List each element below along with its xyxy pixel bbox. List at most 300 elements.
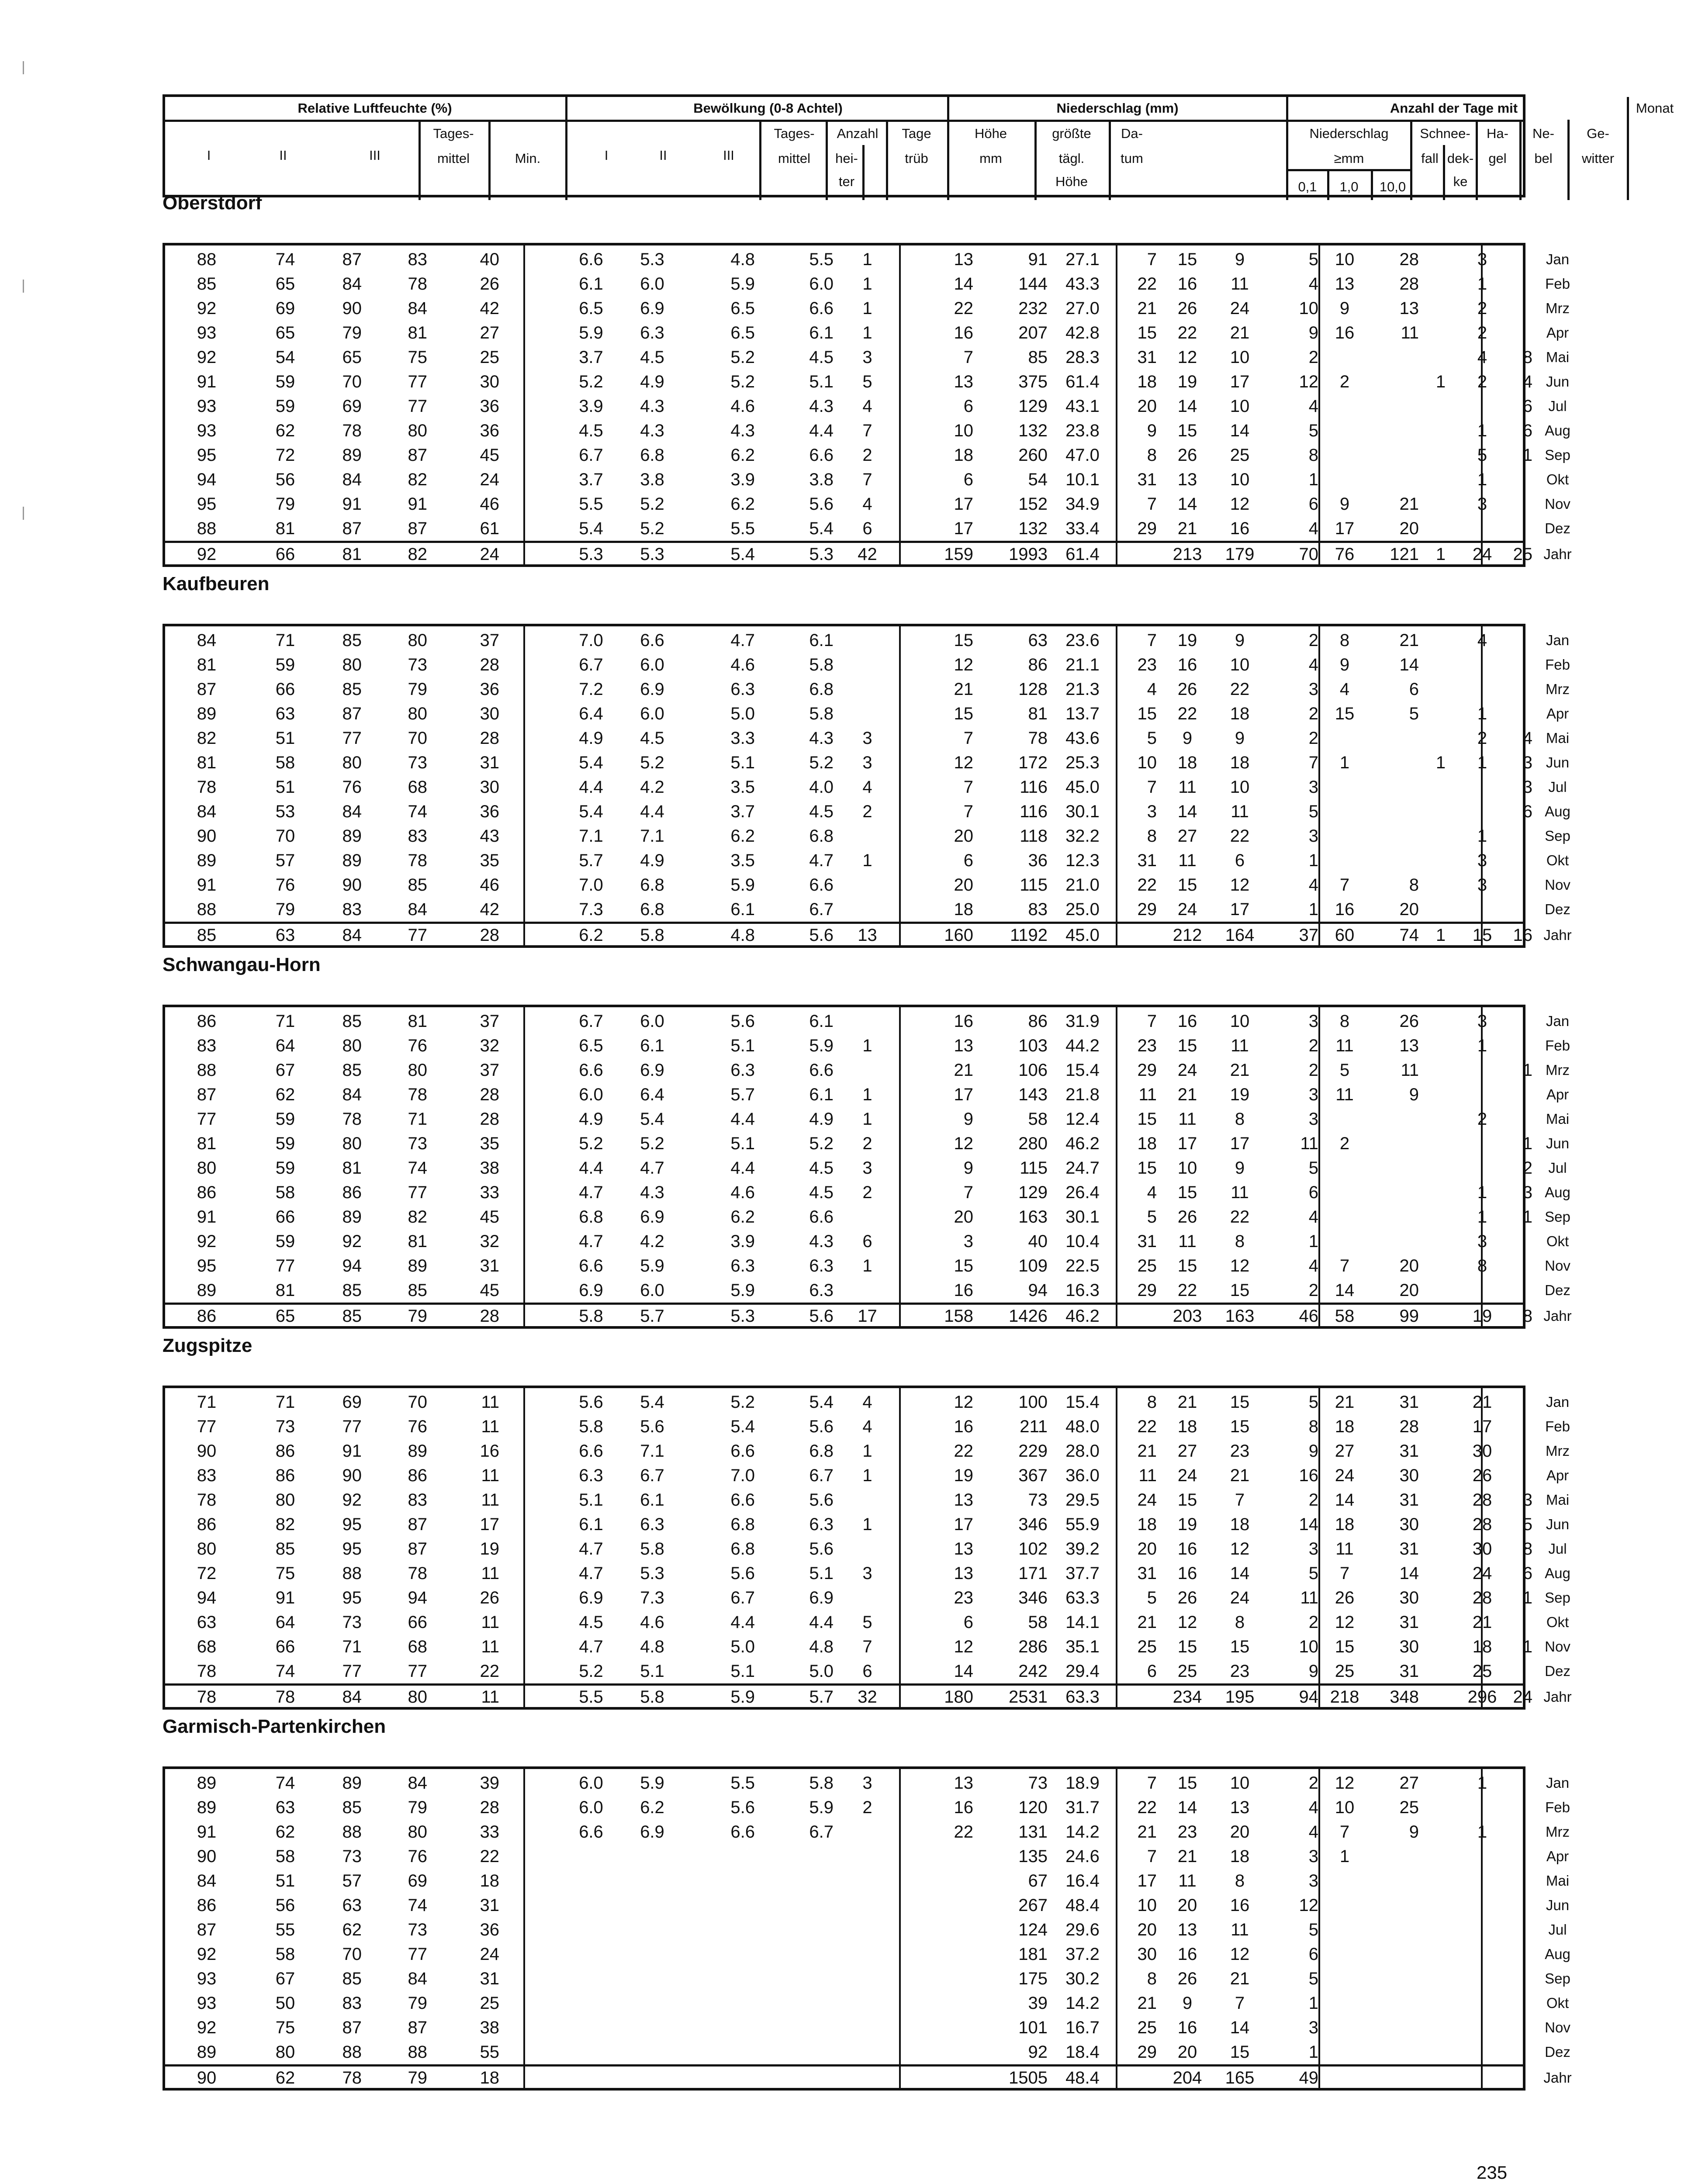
table-cell: 15	[1177, 1183, 1197, 1202]
table-cell: 43	[480, 826, 499, 846]
table-cell: 16	[954, 323, 973, 342]
table-cell	[1369, 370, 1419, 394]
table-cell: 3	[862, 753, 872, 772]
table-cell: 4.3	[809, 1232, 834, 1251]
table-cell: 55	[275, 1920, 295, 1939]
table-cell: 115	[1020, 875, 1048, 895]
table-cell	[1321, 394, 1369, 418]
table-cell: 25	[480, 1994, 499, 2013]
table-cell: 14	[1399, 655, 1419, 674]
table-cell: 24	[1177, 1061, 1197, 1080]
table-cell: 21	[1177, 1847, 1197, 1866]
table-cell: 84	[342, 470, 362, 489]
table-cell: 5.2	[809, 753, 834, 772]
table-cell: 9	[1235, 250, 1245, 269]
table-cell: 21.0	[1065, 875, 1100, 895]
table-cell: 31	[1399, 1613, 1419, 1632]
table-cell: 6.2	[730, 494, 755, 514]
table-cell: 8	[1147, 1969, 1157, 1988]
table-cell: 74	[408, 1158, 427, 1178]
table-cell	[903, 2066, 973, 2090]
table-cell: 4	[862, 397, 872, 416]
table-cell: 6.7	[730, 1588, 755, 1607]
table-cell: 280	[1018, 1134, 1048, 1153]
table-row	[165, 1561, 1570, 1586]
table-cell: 28.3	[1065, 348, 1100, 367]
table-cell: 4.8	[640, 1637, 664, 1656]
month-cell: Jun	[1546, 754, 1570, 771]
table-cell: 22	[480, 1662, 499, 1681]
table-cell	[834, 1009, 901, 1033]
table-cell	[1369, 1966, 1419, 1991]
table-cell: 28	[480, 655, 499, 674]
table-cell: 4.7	[579, 1564, 603, 1583]
table-cell: 20	[1399, 1256, 1419, 1275]
table-cell	[1421, 1610, 1460, 1635]
table-cell	[1369, 848, 1419, 873]
table-cell	[1321, 1205, 1369, 1229]
table-cell: 4.3	[809, 397, 834, 416]
table-cell: 76	[275, 875, 295, 895]
table-row	[165, 1058, 1570, 1082]
table-cell: 28	[1399, 274, 1419, 294]
table-cell	[1502, 272, 1532, 296]
month-cell: Sep	[1545, 828, 1570, 844]
table-cell: 5.7	[809, 1687, 834, 1707]
table-cell: 15	[1230, 1417, 1250, 1436]
table-cell	[903, 1893, 973, 1918]
table-cell: 1	[1477, 826, 1487, 846]
table-cell: 89	[342, 446, 362, 465]
header-rule	[419, 120, 421, 200]
table-cell: 4.9	[640, 851, 664, 870]
table-cell: 4.4	[730, 1613, 755, 1632]
table-cell: 67	[275, 1061, 295, 1080]
month-cell: Jul	[1548, 1541, 1567, 1557]
table-cell: 13	[1399, 1036, 1419, 1055]
table-cell: 24.7	[1065, 1158, 1100, 1178]
table-cell: 7	[1339, 875, 1350, 895]
table-cell: 6	[862, 1662, 872, 1681]
table-cell: 74	[1399, 926, 1419, 945]
table-cell	[834, 1488, 901, 1512]
table-cell: 25	[1137, 2018, 1157, 2037]
table-cell: 232	[1018, 299, 1048, 318]
table-cell: 14	[1335, 1490, 1355, 1510]
table-cell: 6.0	[640, 274, 664, 294]
table-cell: 87	[342, 704, 362, 723]
table-cell: 19	[954, 1466, 973, 1485]
table-cell: 6.0	[640, 655, 664, 674]
table-cell: 6.8	[730, 1539, 755, 1559]
table-cell: 94	[408, 1588, 427, 1607]
table-cell	[1369, 418, 1419, 443]
table-cell	[1502, 897, 1532, 922]
table-cell: 80	[197, 1539, 217, 1559]
table-cell: 11	[1335, 1036, 1354, 1055]
month-cell: Jul	[1548, 1160, 1567, 1176]
table-cell: 10	[1230, 778, 1250, 797]
table-cell: 4.4	[730, 1109, 755, 1129]
month-cell: Jan	[1546, 1013, 1570, 1029]
table-cell	[1421, 628, 1460, 653]
table-cell: 26	[480, 274, 499, 294]
table-cell: 69	[408, 1871, 427, 1890]
table-cell	[1321, 1942, 1369, 1966]
table-cell: 1	[1308, 470, 1318, 489]
table-cell: 109	[1018, 1256, 1048, 1275]
table-cell: 6.6	[730, 1441, 755, 1461]
table-cell: 10.4	[1065, 1232, 1100, 1251]
table-cell: 24	[1230, 1588, 1250, 1607]
table-cell: 25	[1399, 1798, 1419, 1817]
table-cell: 6	[862, 519, 872, 538]
table-cell	[1421, 848, 1460, 873]
month-cell: Jan	[1546, 1775, 1570, 1791]
table-cell: 14	[1335, 1281, 1355, 1300]
table-cell: 48.4	[1065, 1896, 1100, 1915]
table-cell: 158	[944, 1306, 973, 1326]
table-cell: 7	[1308, 753, 1318, 772]
table-cell: 85	[275, 1539, 295, 1559]
table-cell	[1421, 418, 1460, 443]
table-cell: 18	[1230, 704, 1250, 723]
table-cell: 5.6	[730, 1798, 755, 1817]
table-cell: 5.3	[809, 545, 834, 564]
table-cell: 15	[1472, 926, 1492, 945]
table-cell: 11	[1231, 274, 1249, 294]
table-cell: 14.2	[1065, 1822, 1100, 1842]
table-cell: 4.7	[579, 1539, 603, 1559]
table-cell: 4.7	[579, 1637, 603, 1656]
table-cell: 5.5	[730, 1773, 755, 1793]
table-cell: 163	[1225, 1306, 1255, 1326]
table-cell: 5.9	[640, 1256, 664, 1275]
table-cell: 70	[342, 372, 362, 391]
table-cell: 4	[862, 1393, 872, 1412]
table-cell: 89	[197, 704, 217, 723]
table-cell: 13	[1399, 299, 1419, 318]
table-cell: 2	[1308, 1036, 1318, 1055]
table-cell	[1458, 1844, 1506, 1869]
table-cell: 20	[1137, 397, 1157, 416]
table-cell: 89	[197, 1773, 217, 1793]
table-cell: 82	[408, 470, 427, 489]
table-cell: 21	[1399, 631, 1419, 650]
table-cell	[1117, 1304, 1157, 1328]
table-cell: 29	[1137, 900, 1157, 919]
table-cell: 22	[1137, 875, 1157, 895]
table-cell	[1502, 1893, 1532, 1918]
table-cell: 16	[1177, 1012, 1197, 1031]
table-cell: 5.1	[730, 1662, 755, 1681]
table-cell: 58	[275, 753, 295, 772]
table-cell: 5.3	[640, 250, 664, 269]
table-cell: 87	[197, 680, 217, 699]
table-cell: 76	[408, 1036, 427, 1055]
table-cell: 28	[480, 1109, 499, 1129]
table-cell: 10	[954, 421, 973, 440]
month-cell: Aug	[1545, 1565, 1570, 1581]
table-cell: 346	[1018, 1588, 1048, 1607]
table-cell: 31	[480, 1256, 499, 1275]
table-total-row	[165, 1303, 1572, 1327]
table-cell: 89	[408, 1256, 427, 1275]
table-cell: 18	[480, 2068, 499, 2087]
table-cell: 84	[342, 1085, 362, 1104]
table-cell: 5.6	[809, 1417, 834, 1436]
table-cell: 5.9	[730, 274, 755, 294]
table-cell: 84	[342, 926, 362, 945]
table-cell: 91	[197, 372, 217, 391]
table-cell: 1	[1477, 704, 1487, 723]
table-cell: 79	[275, 900, 295, 919]
table-cell: 124	[1018, 1920, 1048, 1939]
table-cell: 81	[408, 1232, 427, 1251]
table-cell: 10.1	[1065, 470, 1100, 489]
col-hagel: Ha-	[1487, 126, 1508, 141]
table-cell: 13	[954, 1564, 973, 1583]
table-cell: 164	[1225, 926, 1255, 945]
table-cell: 81	[197, 1134, 217, 1153]
table-cell: 32	[480, 1232, 499, 1251]
table-cell: 16	[1335, 323, 1355, 342]
table-cell	[1369, 1229, 1419, 1254]
table-cell: 3.9	[730, 1232, 755, 1251]
table-cell: 20	[1399, 1281, 1419, 1300]
table-cell	[1369, 1156, 1419, 1180]
table-cell: 77	[408, 1662, 427, 1681]
table-cell: 2	[1477, 299, 1487, 318]
table-cell: 4.9	[640, 372, 664, 391]
table-cell: 61.4	[1065, 545, 1100, 564]
table-row	[165, 1278, 1570, 1303]
month-cell: Aug	[1545, 422, 1570, 439]
table-cell	[685, 2015, 755, 2040]
table-cell	[1421, 1844, 1460, 1869]
table-cell: 1	[862, 250, 872, 269]
table-cell: 4.6	[730, 1183, 755, 1202]
table-cell: 12	[1335, 1773, 1355, 1793]
table-cell: 89	[197, 2042, 217, 2062]
table-cell: 80	[275, 2042, 295, 2062]
table-cell: 94	[1299, 1687, 1318, 1707]
table-cell: 3	[1308, 826, 1318, 846]
table-cell: 77	[342, 1417, 362, 1436]
table-cell: 17	[954, 1085, 973, 1104]
table-cell	[1321, 799, 1369, 824]
group-title-luftfeuchte: Relative Luftfeuchte (%)	[297, 100, 452, 116]
table-row	[165, 1991, 1569, 2015]
table-cell: 90	[342, 299, 362, 318]
table-cell: 37.2	[1065, 1945, 1100, 1964]
month-cell: Apr	[1546, 325, 1569, 341]
table-cell: 229	[1018, 1441, 1048, 1461]
table-cell: 21	[1472, 1613, 1492, 1632]
table-cell: 7	[963, 348, 973, 367]
table-cell: 85	[342, 680, 362, 699]
table-cell: 59	[275, 1232, 295, 1251]
table-cell: 11	[1178, 778, 1197, 797]
table-cell: 16	[1177, 2018, 1197, 2037]
table-cell: 4.3	[640, 1183, 664, 1202]
table-cell: 7.0	[730, 1466, 755, 1485]
table-cell: 5.9	[730, 1687, 755, 1707]
table-cell: 43.6	[1065, 729, 1100, 748]
month-cell: Jahr	[1543, 546, 1572, 562]
col-heiter-2: ter	[838, 174, 855, 189]
table-cell: 31	[1399, 1441, 1419, 1461]
table-cell: 81	[197, 753, 217, 772]
table-cell: 86	[342, 1183, 362, 1202]
table-cell: 31	[1399, 1539, 1419, 1559]
table-cell	[1321, 2015, 1369, 2040]
table-cell: 18	[1137, 372, 1157, 391]
table-cell: 5.8	[809, 1773, 834, 1793]
table-cell: 6.2	[730, 826, 755, 846]
table-cell: 11	[1300, 1134, 1318, 1153]
table-cell	[1321, 2066, 1369, 2090]
table-cell: 13	[954, 1773, 973, 1793]
table-cell: 56	[275, 470, 295, 489]
table-cell	[1421, 1869, 1460, 1893]
table-cell: 33	[480, 1822, 499, 1842]
table-cell: 6.1	[579, 274, 603, 294]
table-cell: 6.2	[730, 1207, 755, 1227]
table-cell: 5	[1308, 1920, 1318, 1939]
col-bw-tagesmittel: Tages-	[774, 126, 815, 141]
table-cell: 38	[480, 1158, 499, 1178]
table-cell: 81	[408, 1012, 427, 1031]
table-cell: 6.4	[640, 1085, 664, 1104]
table-cell: 22	[1230, 826, 1250, 846]
table-cell	[759, 2040, 834, 2064]
table-cell: 9	[1409, 1822, 1419, 1842]
table-cell: 25	[480, 348, 499, 367]
table-cell: 30	[480, 372, 499, 391]
month-cell: Nov	[1545, 1638, 1570, 1655]
table-cell: 172	[1018, 753, 1048, 772]
table-cell: 1505	[1009, 2068, 1048, 2087]
table-cell: 22	[1230, 1207, 1250, 1227]
table-cell: 10	[1230, 348, 1250, 367]
table-row	[165, 1635, 1570, 1659]
table-cell: 14	[1230, 421, 1250, 440]
table-cell: 21	[954, 680, 973, 699]
table-row	[165, 1942, 1570, 1966]
table-cell: 24	[480, 470, 499, 489]
table-cell: 91	[1028, 250, 1048, 269]
table-cell: 19	[1230, 1085, 1250, 1104]
table-cell: 57	[342, 1871, 362, 1890]
table-cell	[685, 2040, 755, 2064]
table-cell: 67	[1028, 1871, 1048, 1890]
table-cell: 4.5	[640, 348, 664, 367]
table-cell: 1	[862, 299, 872, 318]
table-cell: 129	[1018, 1183, 1048, 1202]
table-cell: 71	[408, 1109, 427, 1129]
table-cell: 91	[197, 875, 217, 895]
table-cell	[1458, 1795, 1506, 1820]
table-row	[165, 1869, 1570, 1893]
table-cell	[685, 1942, 755, 1966]
table-cell: 5.9	[809, 1798, 834, 1817]
table-cell: 207	[1018, 323, 1048, 342]
table-cell	[1369, 2015, 1419, 2040]
table-cell: 4	[1522, 372, 1532, 391]
table-cell	[685, 1918, 755, 1942]
table-cell: 71	[275, 1393, 295, 1412]
month-cell: Sep	[1545, 1590, 1570, 1606]
table-cell	[834, 1820, 901, 1844]
table-cell: 10	[1177, 1158, 1197, 1178]
table-cell: 6.9	[809, 1588, 834, 1607]
table-cell: 6.8	[640, 900, 664, 919]
table-cell: 29.5	[1065, 1490, 1100, 1510]
table-cell: 31	[1137, 348, 1157, 367]
table-cell	[1502, 1390, 1532, 1414]
table-cell: 7	[1339, 1564, 1350, 1583]
table-cell	[1502, 1610, 1532, 1635]
table-cell: 5.8	[809, 704, 834, 723]
table-cell: 6	[1308, 494, 1318, 514]
table-cell: 80	[408, 1061, 427, 1080]
table-cell	[685, 1966, 755, 1991]
table-cell: 296	[1467, 1687, 1497, 1707]
table-cell: 20	[1399, 519, 1419, 538]
table-cell	[1458, 2066, 1506, 2090]
table-cell: 11	[481, 1490, 499, 1510]
table-cell: 5.5	[579, 1687, 603, 1707]
month-cell: Jahr	[1543, 927, 1572, 943]
table-cell: 17	[858, 1306, 877, 1326]
table-cell: 5.4	[640, 1393, 664, 1412]
table-cell	[563, 1991, 619, 2015]
table-cell: 78	[197, 1490, 217, 1510]
table-cell: 26	[1177, 446, 1197, 465]
table-cell: 5	[862, 372, 872, 391]
table-cell: 9	[1235, 1158, 1245, 1178]
table-cell: 4	[1308, 397, 1318, 416]
table-cell: 5	[1308, 250, 1318, 269]
table-cell: 88	[197, 900, 217, 919]
table-cell: 70	[275, 826, 295, 846]
table-cell: 77	[197, 1417, 217, 1436]
table-cell: 7	[1147, 1773, 1157, 1793]
table-cell: 4.7	[809, 851, 834, 870]
table-cell	[759, 1966, 834, 1991]
header-rule	[565, 97, 567, 200]
table-cell: 89	[342, 851, 362, 870]
table-cell: 26	[1177, 1588, 1197, 1607]
table-cell: 30.2	[1065, 1969, 1100, 1988]
table-cell: 4	[1522, 729, 1532, 748]
table-cell: 83	[197, 1036, 217, 1055]
table-cell: 18	[1335, 1417, 1355, 1436]
table-cell: 4	[1477, 348, 1487, 367]
table-cell: 78	[275, 1687, 295, 1707]
table-cell: 26	[1399, 1012, 1419, 1031]
table-cell: 23	[1230, 1662, 1250, 1681]
table-cell: 6.6	[579, 250, 603, 269]
table-cell: 88	[197, 250, 217, 269]
table-cell: 58	[1028, 1613, 1048, 1632]
table-cell: 80	[408, 421, 427, 440]
table-cell: 93	[197, 323, 217, 342]
table-cell: 61.4	[1065, 372, 1100, 391]
table-cell	[1321, 1918, 1369, 1942]
table-row	[165, 1205, 1570, 1229]
